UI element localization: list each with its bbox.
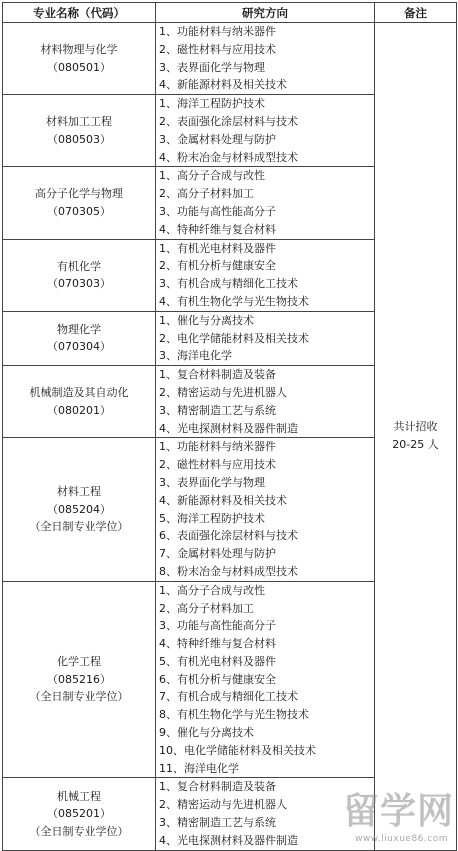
- direction-item: 1、有机光电材料及器件: [159, 241, 276, 255]
- direction-item: 7、金属材料处理与防护: [159, 547, 276, 561]
- direction-item: 1、复合材料制造及装备: [159, 368, 276, 382]
- direction-item: 10、电化学储能材料及相关技术: [159, 743, 316, 757]
- direction-item: 1、高分子合成与改性: [159, 169, 265, 183]
- major-cell: [3, 167, 156, 239]
- major-code: （070305）: [47, 204, 111, 218]
- direction-item: 3、表界面化学与物理: [159, 60, 265, 74]
- direction-item: 1、催化与分离技术: [159, 313, 254, 327]
- directions-cell: [156, 95, 375, 167]
- direction-item: 3、金属材料处理与防护: [159, 132, 276, 146]
- note-line1: 共计招收: [393, 420, 438, 434]
- direction-item: 1、复合材料制造及装备: [159, 780, 276, 794]
- major-code: （080501）: [47, 60, 111, 74]
- header-note: 备注: [375, 3, 457, 23]
- major-code: （080201）: [47, 403, 111, 417]
- watermark-logo-text: 留学网: [342, 791, 454, 832]
- directions-cell: [156, 311, 375, 365]
- major-cell: [3, 366, 156, 438]
- major-cell: [3, 95, 156, 167]
- directions-cell: [156, 581, 375, 778]
- major-sub: （全日制专业学位）: [29, 690, 129, 704]
- table-row: [3, 23, 457, 95]
- major-code: （085204）: [47, 502, 111, 516]
- direction-item: 8、有机生物化学与光生物技术: [159, 708, 309, 722]
- header-direction: 研究方向: [156, 3, 375, 23]
- direction-item: 2、精密运动与先进机器人: [159, 385, 287, 399]
- directions-cell: [156, 23, 375, 95]
- direction-item: 3、海洋电化学: [159, 349, 232, 363]
- direction-item: 1、功能材料与纳米器件: [159, 25, 276, 38]
- note-line2: 20-25 人: [392, 438, 439, 452]
- major-sub: （全日制专业学位）: [29, 520, 129, 534]
- major-name: 高分子化学与物理: [35, 187, 123, 201]
- directions-cell: [156, 778, 375, 850]
- direction-item: 3、表界面化学与物理: [159, 475, 265, 489]
- major-name: 材料加工工程: [46, 115, 112, 129]
- direction-item: 4、光电探测材料及器件制造: [159, 833, 298, 847]
- major-cell: [3, 23, 156, 95]
- direction-item: 2、高分子材料加工: [159, 601, 254, 615]
- directions-cell: [156, 438, 375, 581]
- direction-item: 6、表面强化涂层材料与技术: [159, 529, 298, 543]
- direction-item: 1、高分子合成与改性: [159, 583, 265, 597]
- directions-cell: [156, 366, 375, 438]
- direction-item: 7、有机合成与精细化工技术: [159, 690, 298, 704]
- direction-item: 2、磁性材料与应用技术: [159, 458, 276, 472]
- directions-cell: [156, 167, 375, 239]
- major-sub: （全日制专业学位）: [29, 824, 129, 838]
- direction-item: 2、有机分析与健康安全: [159, 259, 276, 273]
- direction-item: 1、海洋工程防护技术: [159, 97, 265, 111]
- direction-item: 2、磁性材料与应用技术: [159, 42, 276, 56]
- program-table: [2, 2, 457, 851]
- major-name: 化学工程: [57, 655, 101, 669]
- direction-item: 4、有机生物化学与光生物技术: [159, 294, 309, 308]
- direction-item: 3、有机合成与精细化工技术: [159, 277, 298, 291]
- table-header-row: [3, 3, 457, 23]
- direction-item: 4、新能源材料及相关技术: [159, 493, 287, 507]
- direction-item: 3、功能与高性能高分子: [159, 204, 276, 218]
- direction-item: 5、海洋工程防护技术: [159, 511, 265, 525]
- direction-item: 4、粉末冶金与材料成型技术: [159, 150, 298, 164]
- direction-item: 3、功能与高性能高分子: [159, 619, 276, 633]
- major-cell: [3, 311, 156, 365]
- major-name: 机械制造及其自动化: [29, 386, 129, 400]
- direction-item: 1、功能材料与纳米器件: [159, 440, 276, 454]
- direction-item: 4、特种纤维与复合材料: [159, 637, 276, 651]
- major-cell: [3, 778, 156, 850]
- directions-cell: [156, 239, 375, 311]
- major-code: （070303）: [47, 277, 111, 291]
- major-cell: [3, 581, 156, 778]
- major-cell: [3, 438, 156, 581]
- major-code: （070304）: [47, 340, 111, 354]
- note-cell: [375, 23, 457, 851]
- direction-item: 11、海洋电化学: [159, 761, 239, 775]
- direction-item: 3、精密制造工艺与系统: [159, 403, 276, 417]
- watermark-url: www.liuxue86.com: [355, 834, 448, 844]
- direction-item: 4、特种纤维与复合材料: [159, 222, 276, 236]
- direction-item: 2、精密运动与先进机器人: [159, 798, 287, 812]
- major-code: （085201）: [47, 807, 111, 821]
- direction-item: 2、电化学储能材料及相关技术: [159, 331, 309, 345]
- direction-item: 2、高分子材料加工: [159, 187, 254, 201]
- direction-item: 2、表面强化涂层材料与技术: [159, 114, 298, 128]
- header-major: 专业名称（代码）: [3, 3, 156, 23]
- major-code: （080503）: [47, 132, 111, 146]
- major-code: （085216）: [47, 672, 111, 686]
- direction-item: 4、光电探测材料及器件制造: [159, 421, 298, 435]
- major-name: 材料工程: [57, 485, 101, 499]
- direction-item: 8、粉末冶金与材料成型技术: [159, 564, 298, 578]
- direction-item: 6、有机分析与健康安全: [159, 672, 276, 686]
- major-name: 物理化学: [57, 322, 101, 336]
- major-name: 有机化学: [57, 259, 101, 273]
- direction-item: 4、新能源材料及相关技术: [159, 78, 287, 92]
- direction-item: 9、催化与分离技术: [159, 726, 254, 740]
- major-cell: [3, 239, 156, 311]
- major-name: 机械工程: [57, 789, 101, 803]
- direction-item: 5、有机光电材料及器件: [159, 654, 276, 668]
- direction-item: 3、精密制造工艺与系统: [159, 816, 276, 830]
- major-name: 材料物理与化学: [40, 43, 118, 57]
